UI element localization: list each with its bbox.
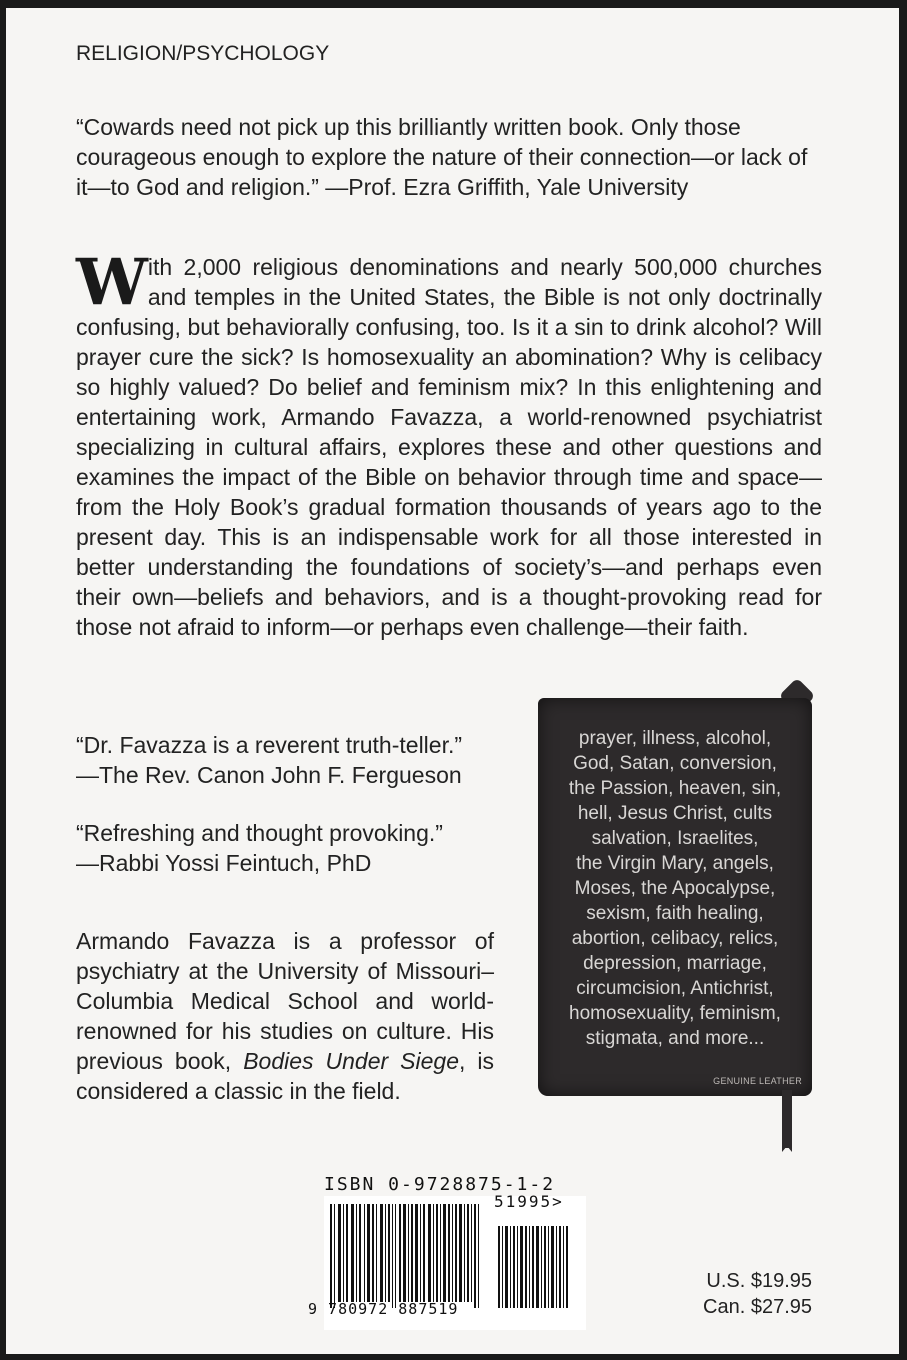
endorsement-1: [76, 730, 506, 790]
genuine-leather-stamp: GENUINE LEATHER: [713, 1076, 802, 1086]
bible-topic-line: the Passion, heaven, sin,: [568, 778, 782, 799]
bible-topic-line: homosexuality, feminism,: [569, 1003, 781, 1024]
bookmark-ribbon: [782, 1090, 792, 1148]
barcode-addon-bars: [498, 1226, 568, 1308]
bible-image: [538, 698, 812, 1096]
bookmark-ribbon-tip: [782, 1146, 792, 1152]
drop-cap: W: [76, 245, 144, 320]
endorsement-quote: “Dr. Favazza is a reverent truth-teller.”: [76, 732, 463, 758]
barcode-main-bars: [330, 1204, 479, 1308]
bible-topics: [538, 726, 812, 1051]
endorsement-attribution: —The Rev. Canon John F. Fergueson: [76, 762, 462, 788]
price-us: U.S. $19.95: [706, 1270, 812, 1292]
category-label: RELIGION/PSYCHOLOGY: [76, 42, 330, 65]
author-bio: [76, 926, 494, 1106]
bible-topic-line: the Virgin Mary, angels,: [576, 853, 774, 874]
bible-topic-line: abortion, celibacy, relics,: [571, 928, 779, 949]
book-description: [76, 245, 822, 642]
bio-book-title: Bodies Under Siege: [243, 1048, 459, 1074]
bible-topic-line: stigmata, and more...: [585, 1028, 765, 1049]
isbn-label: ISBN 0-9728875-1-2: [324, 1174, 556, 1195]
bible-topic-line: sexism, faith healing,: [586, 903, 764, 924]
endorsement-quote: “Refreshing and thought provoking.”: [76, 820, 443, 846]
price-code: 51995>: [494, 1192, 564, 1211]
bible-topic-line: depression, marriage,: [583, 953, 767, 974]
top-endorsement-quote: “Cowards need not pick up this brilliantly written book. Only those courageous enough to explore the nature of their connection—or lack of it—to God and religion.” —Prof. Ezra Griffith, Yale University: [76, 114, 808, 200]
bible-topic-line: Moses, the Apocalypse,: [574, 878, 776, 899]
bible-topic-line: prayer, illness, alcohol,: [578, 728, 772, 749]
bible-topic-line: God, Satan, conversion,: [573, 753, 777, 774]
back-cover: [6, 8, 899, 1354]
bible-topic-line: hell, Jesus Christ, cults: [577, 803, 773, 824]
ean-digits: 9 780972 887519: [308, 1300, 459, 1318]
bible-topic-line: circumcision, Antichrist,: [576, 978, 774, 999]
bio-text-after: , is considered a classic in the field.: [76, 1048, 494, 1104]
bible-topic-line: salvation, Israelites,: [591, 828, 759, 849]
price-can: Can. $27.95: [703, 1296, 812, 1318]
endorsement-attribution: —Rabbi Yossi Feintuch, PhD: [76, 850, 372, 876]
description-text: ith 2,000 religious denominations and nearly 500,000 churches and temples in the United States, the Bible is not only doctrinally confusing, but behaviorally confusing, too. Is it a sin to drink alcohol? Will prayer cure the sick? Is homosexuality an abomination? Why is celibacy so highly valued? Do belief and feminism mix? In this enlightening and entertaining work, Armando Favazza, a world-renowned psychiatrist specializing in cultural affairs, explores these and other questions and examines the impact of the Bible on behavior through time and space—from the Holy Book’s gradual formation thousands of years ago to the present day. This is an indispensable work for all those interested in better understanding the foundations of society’s—and perhaps even their own—beliefs and behaviors, and is a thought-provoking read for those not afraid to inform—or perhaps even challenge—their faith.: [76, 254, 822, 640]
bio-text-before: Armando Favazza is a professor of psychiatry at the University of Missouri–Columbia Medical School and world-renowned for his studies on culture. His previous book,: [76, 928, 494, 1074]
endorsement-2: [76, 818, 506, 878]
